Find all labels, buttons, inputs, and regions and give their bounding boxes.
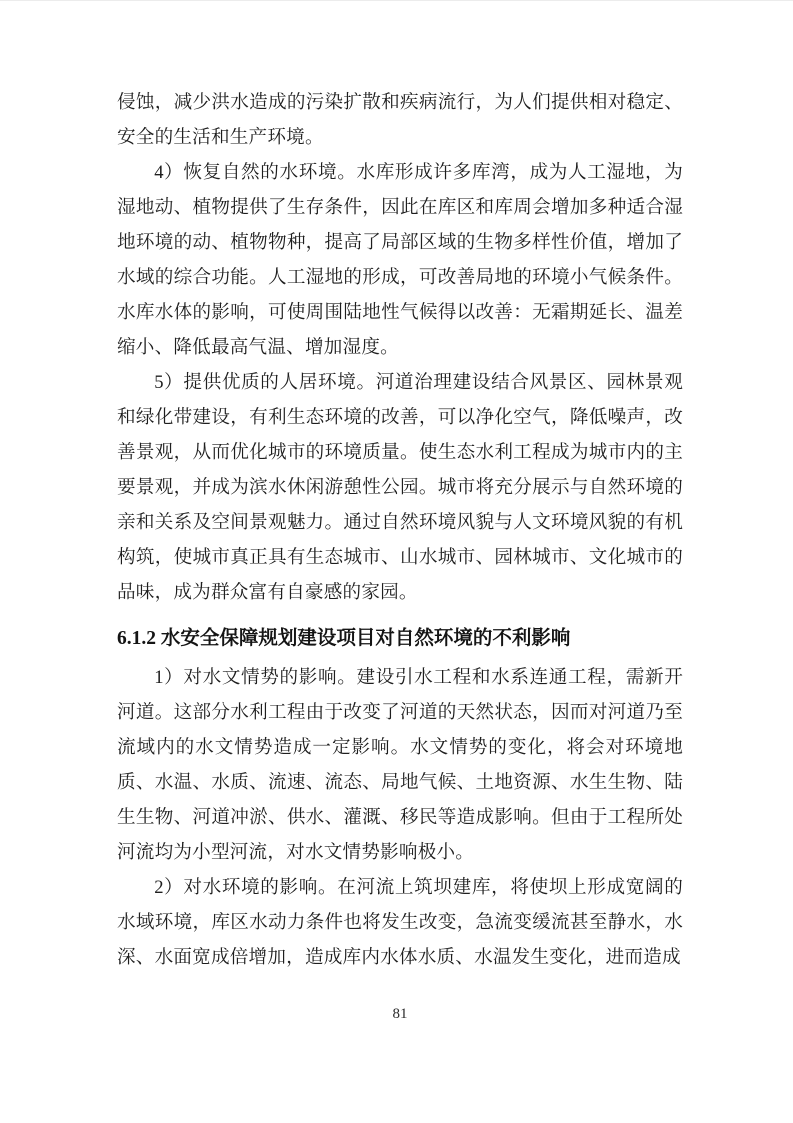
section-heading-6-1-2: 6.1.2 水安全保障规划建设项目对自然环境的不利影响 (117, 628, 571, 649)
paragraph-item-4: 4）恢复自然的水环境。水库形成许多库湾，成为人工湿地，为湿地动、植物提供了生存条件，因此在库区和库周会增加多种适合湿地环境的动、植物物种，提高了局部区域的生物多样性价值，增加了水域的综合功能。人工湿地的形成，可改善局地的环境小气候条件。水库水体的影响，可使周围陆地性气候得以改善：无霜期延长、温差缩小、降低最高气温、增加湿度。 (117, 162, 683, 358)
paragraph-item-2: 2）对水环境的影响。在河流上筑坝建库，将使坝上形成宽阔的水域环境，库区水动力条件也将发生改变，急流变缓流甚至静水，水深、水面宽成倍增加，造成库内水体水质、水温发生变化，进而造成 (117, 877, 683, 968)
page-number: 81 (392, 1006, 408, 1022)
page-body-text (117, 85, 683, 975)
paragraph-continuation: 侵蚀，减少洪水造成的污染扩散和疾病流行，为人们提供相对稳定、安全的生活和生产环境。 (117, 92, 683, 148)
paragraph-item-1: 1）对水文情势的影响。建设引水工程和水系连通工程，需新开河道。这部分水利工程由于改变了河道的天然状态，因而对河道乃至流域内的水文情势造成一定影响。水文情势的变化，将会对环境地质、水温、水质、流速、流态、局地气候、土地资源、水生生物、陆生生物、河道冲淤、供水、灌溉、移民等造成影响。但由于工程所处河流均为小型河流，对水文情势影响极小。 (117, 667, 683, 863)
paragraph-item-5: 5）提供优质的人居环境。河道治理建设结合风景区、园林景观和绿化带建设，有利生态环境的改善，可以净化空气，降低噪声，改善景观，从而优化城市的环境质量。使生态水利工程成为城市内的主要景观，并成为滨水休闲游憩性公园。城市将充分展示与自然环境的亲和关系及空间景观魅力。通过自然环境风貌与人文环境风貌的有机构筑，使城市真正具有生态城市、山水城市、园林城市、文化城市的品味，成为群众富有自豪感的家园。 (117, 372, 683, 603)
